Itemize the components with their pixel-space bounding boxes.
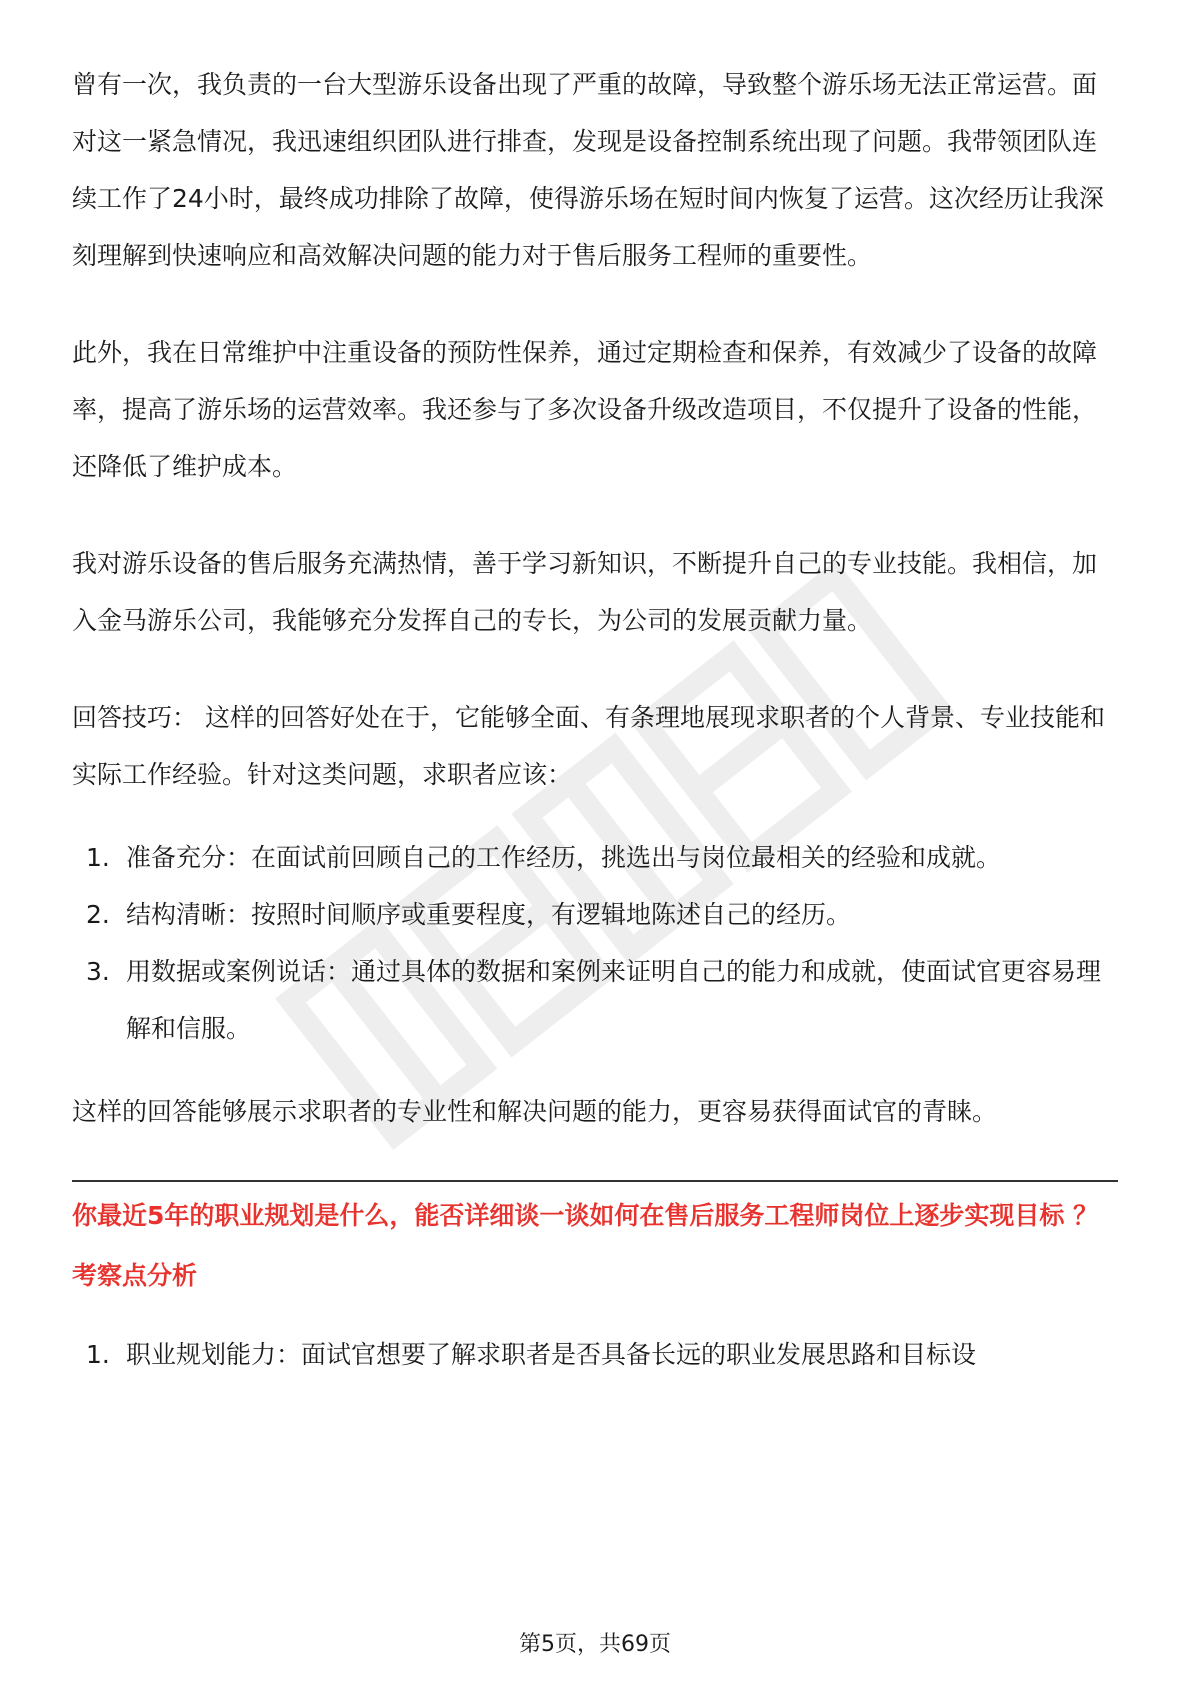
list-item-text: 用数据或案例说话：通过具体的数据和案例来证明自己的能力和成就，使面试官更容易理解和信服。 (126, 957, 1102, 1043)
interview-question-heading: 你最近5年的职业规划是什么，能否详细谈一谈如何在售后服务工程师岗位上逐步实现目标 ？ (72, 1201, 1099, 1230)
list-item (72, 1326, 1118, 1383)
analysis-section-title: 考察点分析 (72, 1261, 198, 1290)
paragraph-motivation: 我对游乐设备的售后服务充满热情，善于学习新知识，不断提升自己的专业技能。我相信，加入金马游乐公司，我能够充分发挥自己的专长，为公司的发展贡献力量。 (72, 549, 1098, 635)
list-item-number: 1. (86, 1340, 110, 1369)
list-item-text: 准备充分：在面试前回顾自己的工作经历，挑选出与岗位最相关的经验和成就。 (126, 843, 1002, 872)
analysis-points-list (72, 1326, 1118, 1383)
page-footer: 第5页，共69页 (519, 1632, 671, 1657)
list-item-number: 1. (86, 843, 110, 872)
list-item (72, 886, 1118, 943)
list-item (72, 829, 1118, 886)
paragraph-experience: 曾有一次，我负责的一台大型游乐设备出现了严重的故障，导致整个游乐场无法正常运营。面对这一紧急情况，我迅速组织团队进行排查，发现是设备控制系统出现了问题。我带领团队连续工作了24小时，最终成功排除了故障，使得游乐场在短时间内恢复了运营。这次经历让我深刻理解到快速响应和高效解决问题的能力对于售后服务工程师的重要性。 (72, 70, 1104, 270)
answer-tips-list (72, 829, 1118, 1057)
paragraph-conclusion: 这样的回答能够展示求职者的专业性和解决问题的能力，更容易获得面试官的青睐。 (72, 1097, 998, 1126)
paragraph-maintenance: 此外，我在日常维护中注重设备的预防性保养，通过定期检查和保养，有效减少了设备的故障率，提高了游乐场的运营效率。我还参与了多次设备升级改造项目，不仅提升了设备的性能，还降低了维护成本。 (72, 338, 1098, 481)
document-content (72, 56, 1118, 1409)
list-item-number: 2. (86, 900, 110, 929)
section-divider (72, 1180, 1118, 1182)
list-item-text: 结构清晰：按照时间顺序或重要程度，有逻辑地陈述自己的经历。 (126, 900, 852, 929)
answer-tips-intro: 回答技巧： 这样的回答好处在于，它能够全面、有条理地展现求职者的个人背景、专业技能和实际工作经验。针对这类问题，求职者应该： (72, 703, 1105, 789)
list-item-text: 职业规划能力：面试官想要了解求职者是否具备长远的职业发展思路和目标设 (126, 1340, 977, 1369)
list-item-number: 3. (86, 957, 110, 986)
list-item (72, 943, 1118, 1057)
